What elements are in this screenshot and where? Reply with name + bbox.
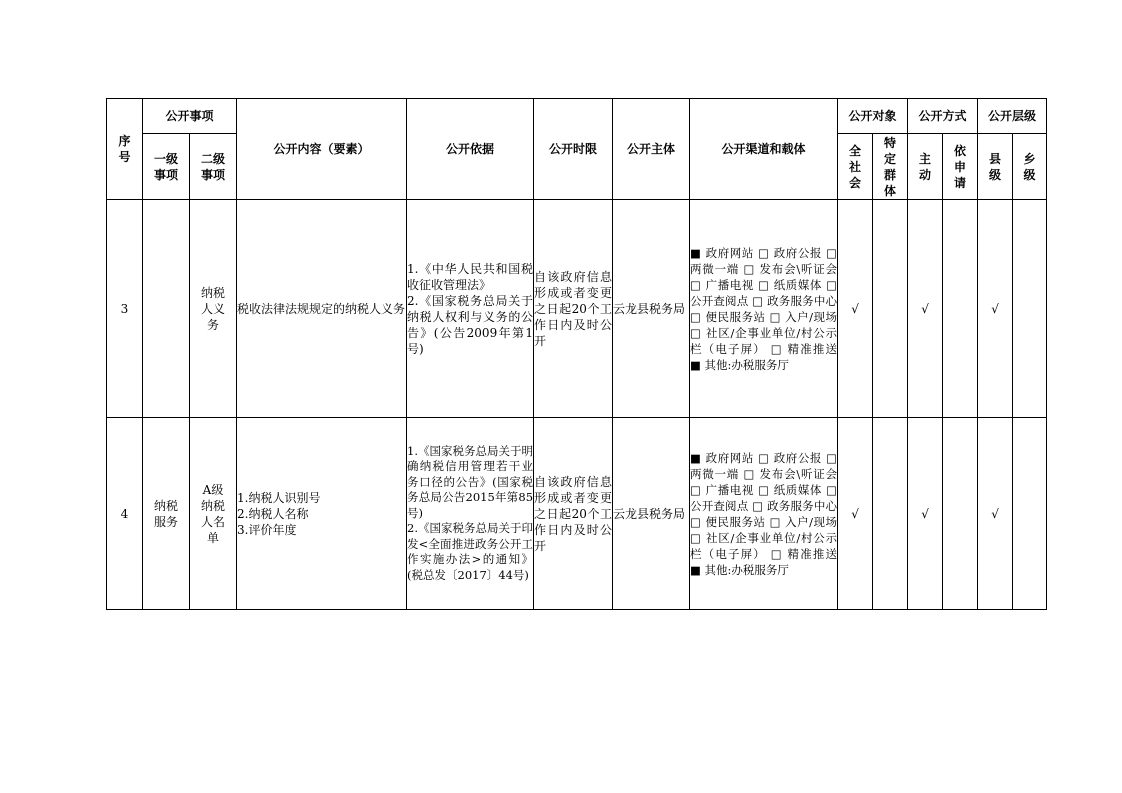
row-time-limit: 自该政府信息形成或者变更之日起20个工作日内及时公开	[534, 418, 613, 610]
row-seq: 4	[107, 418, 143, 610]
header-level-township: 乡级	[1013, 134, 1047, 200]
header-seq: 序号	[107, 99, 143, 200]
row-level1: 纳税服务	[143, 418, 190, 610]
header-level-group: 公开层级	[978, 99, 1047, 134]
row-target-all: √	[838, 200, 873, 418]
header-channel: 公开渠道和载体	[690, 99, 838, 200]
row-channel: ■ 政府网站 □ 政府公报 □ 两微一端 □ 发布会\听证会 □ 广播电视 □ 纸质媒体 □ 公开查阅点 □ 政务服务中心 □ 便民服务站 □ 入户/现场 □ 社区/企事业单位/村公示栏（电子屏） □ 精准推送 ■ 其他:办税服务厅	[690, 200, 838, 418]
row-seq: 3	[107, 200, 143, 418]
disclosure-table	[106, 98, 1047, 610]
row-method-active: √	[908, 200, 943, 418]
header-level-county: 县级	[978, 134, 1013, 200]
row-level-county: √	[978, 418, 1013, 610]
header-target-group: 公开对象	[838, 99, 908, 134]
header-target-all: 全社会	[838, 134, 873, 200]
row-method-active: √	[908, 418, 943, 610]
header-target-specific: 特定群体	[873, 134, 908, 200]
header-content: 公开内容（要素）	[237, 99, 407, 200]
row-method-request	[943, 418, 978, 610]
row-level2: A级纳税人名单	[190, 418, 237, 610]
header-level1: 一级事项	[143, 134, 190, 200]
header-items-group: 公开事项	[143, 99, 237, 134]
row-level-township	[1013, 418, 1047, 610]
header-method-group: 公开方式	[908, 99, 978, 134]
row-target-specific	[873, 200, 908, 418]
row-basis: 1.《国家税务总局关于明确纳税信用管理若干业务口径的公告》(国家税务总局公告2015年第85号) 2.《国家税务总局关于印发<全面推进政务公开工作实施办法>的通知》(税总发〔2017〕44号)	[407, 418, 534, 610]
row-time-limit: 自该政府信息形成或者变更之日起20个工作日内及时公开	[534, 200, 613, 418]
header-time-limit: 公开时限	[534, 99, 613, 200]
header-basis: 公开依据	[407, 99, 534, 200]
header-method-request: 依申请	[943, 134, 978, 200]
row-level-township	[1013, 200, 1047, 418]
table-row	[107, 418, 1047, 610]
row-level-county: √	[978, 200, 1013, 418]
header-subject: 公开主体	[613, 99, 690, 200]
row-content: 税收法律法规规定的纳税人义务	[237, 200, 407, 418]
row-level1	[143, 200, 190, 418]
header-method-active: 主动	[908, 134, 943, 200]
row-target-specific	[873, 418, 908, 610]
row-subject: 云龙县税务局	[613, 200, 690, 418]
row-content: 1.纳税人识别号 2.纳税人名称 3.评价年度	[237, 418, 407, 610]
row-level2: 纳税人义务	[190, 200, 237, 418]
header-level2: 二级事项	[190, 134, 237, 200]
row-target-all: √	[838, 418, 873, 610]
row-subject: 云龙县税务局	[613, 418, 690, 610]
row-channel: ■ 政府网站 □ 政府公报 □ 两微一端 □ 发布会\听证会 □ 广播电视 □ 纸质媒体 □ 公开查阅点 □ 政务服务中心 □ 便民服务站 □ 入户/现场 □ 社区/企事业单位/村公示栏（电子屏） □ 精准推送 ■ 其他:办税服务厅	[690, 418, 838, 610]
table-row	[107, 200, 1047, 418]
row-method-request	[943, 200, 978, 418]
row-basis: 1.《中华人民共和国税收征收管理法》 2.《国家税务总局关于纳税人权利与义务的公告》(公告2009年第1号)	[407, 200, 534, 418]
